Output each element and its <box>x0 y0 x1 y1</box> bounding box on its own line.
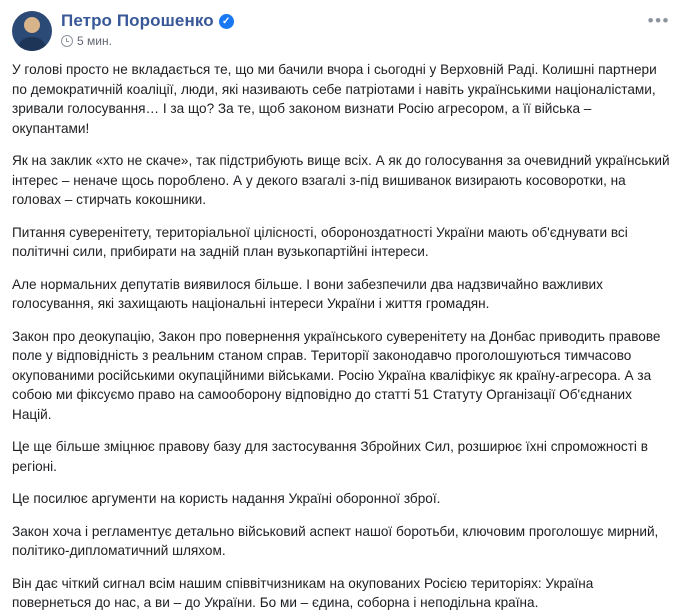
post-paragraph: Він дає чіткий сигнал всім нашим співвітчизникам на окупованих Росією територіях: Україна повернеться до нас, а ви – до України. Бо ми – єдина, соборна і неподільна країна. <box>12 575 594 610</box>
more-options-icon[interactable]: ••• <box>647 11 670 30</box>
post-paragraph: Закон про деокупацію, Закон про повернення українського суверенітету на Донбас приводить правове поле у відповідність з реальним станом справ. Території законодавчо проголошуються тимчасово окупованими російськими окупаційними військами. Росію Україна кваліфікує як країну-агресора. А за собою ми фіксуємо право на самооборону відповідно до статті 51 Статуту Організації Об'єднаних Націй. <box>12 328 661 422</box>
post-paragraph: Питання суверенітету, територіальної цілісності, обороноздатності України мають об'єднувати всі політичні сили, прибирати на задній план вузькопартійні інтереси. <box>12 224 628 259</box>
post-body <box>12 60 672 613</box>
verified-badge-icon: ✓ <box>219 14 234 29</box>
post-header-text <box>61 10 234 48</box>
post-paragraph: Це ще більше зміцнює правову базу для застосування Збройних Сил, розширює їхні спроможності в регіоні. <box>12 439 648 474</box>
post-timestamp[interactable]: 5 мин. <box>77 34 112 48</box>
author-row <box>61 11 234 31</box>
avatar-face-shape <box>24 17 40 33</box>
avatar[interactable] <box>12 11 52 51</box>
post-paragraph: У голові просто не вкладається те, що ми бачили вчора і сьогодні у Верховній Раді. Колишні партнери по демократичній коаліції, люди, які називають себе патріотами і навіть українськими націоналістами, зривали голосування… І за що? За те, щоб законом визнати Росію агресором, а її війська – окупантами! <box>12 62 657 136</box>
clock-icon <box>61 35 73 47</box>
post-paragraph: Це посилює аргументи на користь надання Україні оборонної зброї. <box>12 491 441 506</box>
post-paragraph: Закон хоча і регламентує детально військовий аспект нашої боротьби, ключовим проголошує мирний, політико-дипломатичний шляхом. <box>12 523 659 558</box>
post-paragraph: Як на заклик «хто не скаче», так підстрибують вище всіх. А як до голосування за очевидний український інтерес – неначе щось пороблено. А у декого взагалі з-під вишиванок визирають косоворотки, на головах – стирчать кокошники. <box>12 153 670 207</box>
avatar-body-shape <box>17 37 47 51</box>
post-header <box>12 10 672 56</box>
post-paragraph: Але нормальних депутатів виявилося більше. І вони забезпечили два надзвичайно важливих голосування, які захищають національні інтереси України і життя громадян. <box>12 276 603 311</box>
post-meta <box>61 34 234 48</box>
author-name[interactable]: Петро Порошенко <box>61 11 214 30</box>
